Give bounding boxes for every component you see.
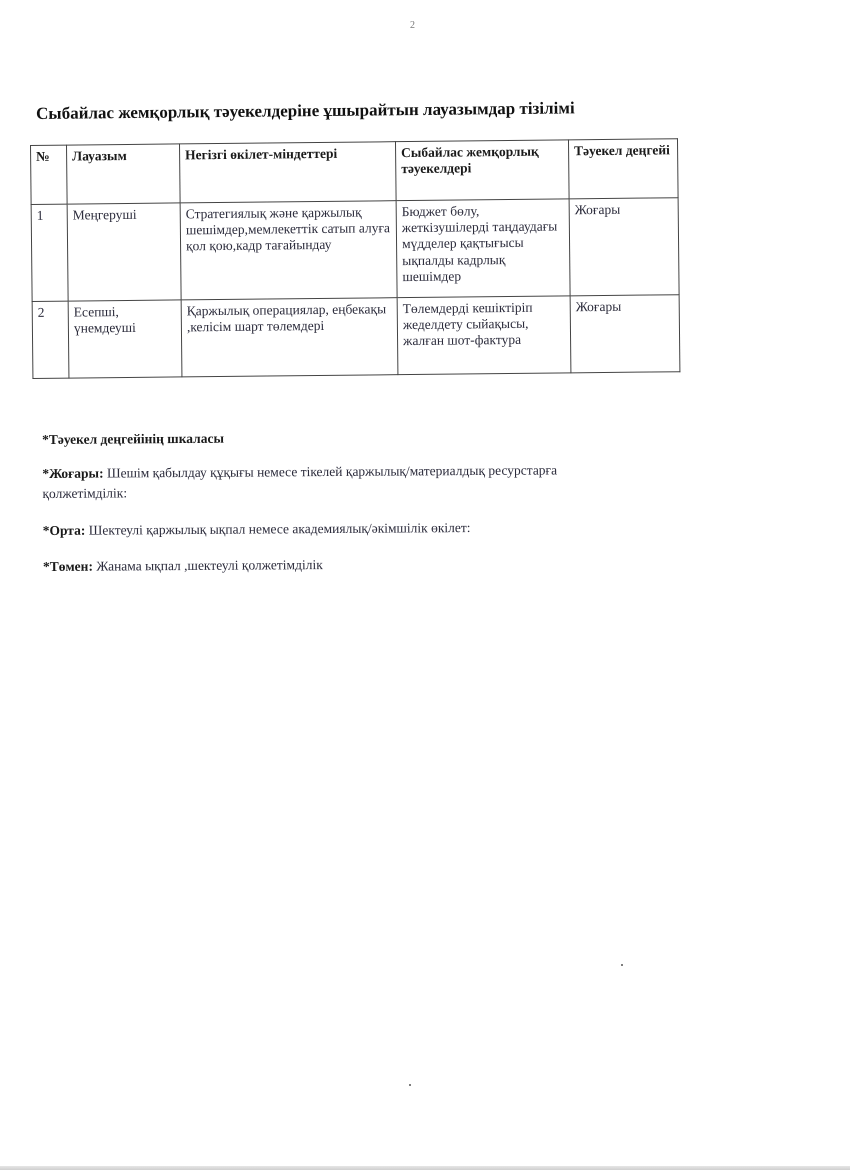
cell-duties: Қаржылық операциялар, еңбекақы ,келісім шарт төлемдері	[181, 298, 398, 377]
header-number: №	[31, 145, 68, 204]
legend-item-medium	[43, 517, 613, 541]
cell-risk-level: Жоғары	[569, 198, 679, 296]
table-header-row	[31, 139, 679, 205]
header-risks: Сыбайлас жемқорлық тәуекелдері	[395, 140, 569, 201]
legend-text: Жанама ықпал ,шектеулі қолжетімділік	[92, 556, 323, 574]
legend-item-low	[43, 553, 613, 577]
legend-key: *Төмен:	[42, 558, 93, 574]
legend-key: *Орта:	[42, 522, 86, 538]
document-title: Сыбайлас жемқорлық тәуекелдеріне ұшырайтын лауазымдар тізілімі	[36, 98, 575, 123]
positions-risk-table	[30, 138, 680, 379]
cell-position: Есепші, үнемдеуші	[68, 300, 182, 378]
legend-text: Шешім қабылдау құқығы немесе тікелей қаржылық/материалдық ресурстарға қолжетімділік:	[42, 462, 558, 502]
cell-risks: Төлемдерді кешіктіріп жеделдету сыйақысы, жалған шот-фактура	[397, 296, 571, 375]
header-risk-level: Тәуекел деңгейі	[568, 139, 678, 199]
cell-position: Меңгеруші	[67, 203, 181, 301]
table-row	[31, 198, 679, 302]
legend-text: Шектеулі қаржылық ықпал немесе академиялық/әкімшілік өкілет:	[85, 519, 471, 538]
scan-edge	[0, 1166, 850, 1170]
legend-item-high	[42, 460, 612, 504]
cell-number: 1	[31, 204, 68, 301]
cell-number: 2	[32, 301, 69, 378]
cell-risk-level: Жоғары	[570, 295, 680, 373]
header-duties: Негізгі өкілет-міндеттері	[179, 142, 396, 203]
risk-scale-legend	[42, 428, 613, 593]
header-position: Лауазым	[67, 144, 181, 204]
cell-duties: Стратегиялық және қаржылық шешімдер,мемлекеттік сатып алуға қол қою,кадр тағайындау	[180, 201, 397, 300]
page-number-mark: 2	[410, 20, 415, 31]
cell-risks: Бюджет бөлу, жеткізушілерді таңдаудағы мүдделер қақтығысы ықпалды кадрлық шешімдер	[396, 199, 570, 298]
table-row	[32, 295, 680, 379]
legend-key: *Жоғары:	[42, 465, 104, 481]
scan-speck	[621, 964, 623, 966]
legend-heading: *Тәуекел деңгейінің шкаласы	[42, 430, 225, 447]
scan-speck	[409, 1084, 411, 1086]
